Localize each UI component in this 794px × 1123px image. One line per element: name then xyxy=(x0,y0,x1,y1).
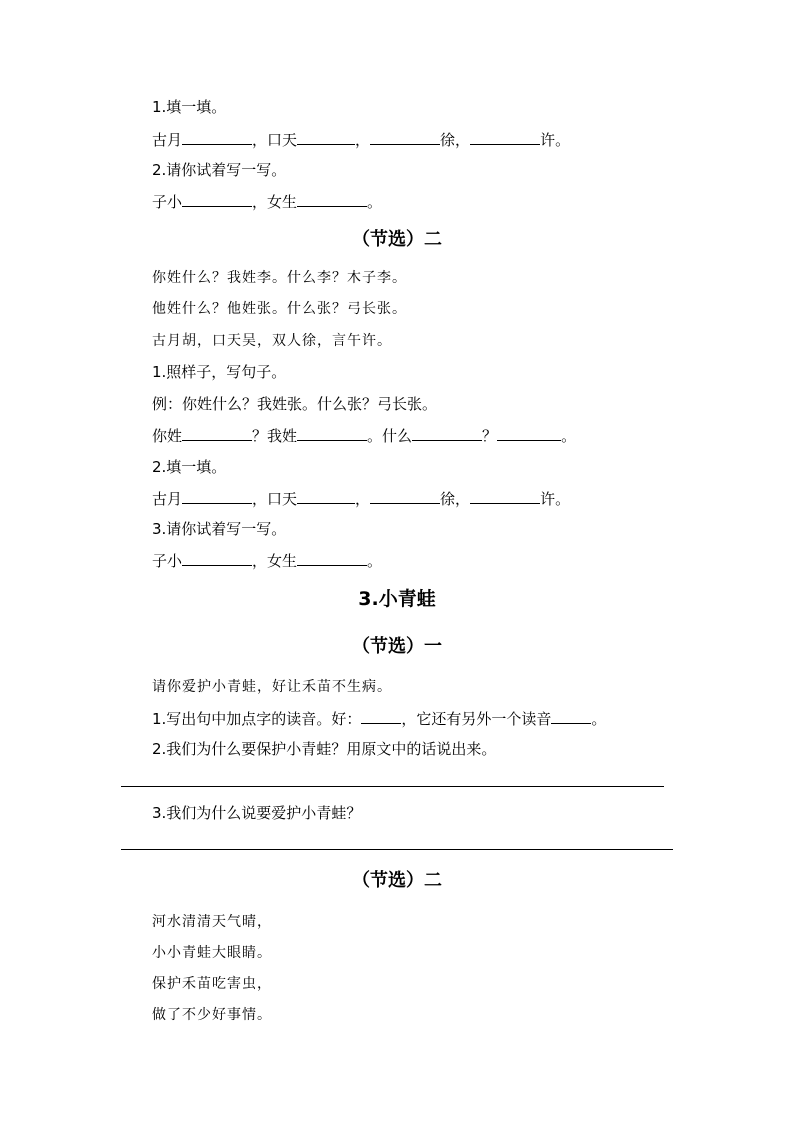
poem-line: 做了不少好事情。 xyxy=(152,1007,272,1023)
answer-blank[interactable] xyxy=(297,425,367,441)
answer-blank[interactable] xyxy=(412,425,482,441)
question-write: 2.请你试着写一写。 xyxy=(152,161,287,179)
answer-blank[interactable] xyxy=(470,129,540,145)
question-fill-in: 1.填一填。 xyxy=(152,98,227,116)
passage-line: 他姓什么？他姓张。什么张？弓长张。 xyxy=(152,301,407,317)
answer-line[interactable] xyxy=(121,849,673,850)
answer-blank[interactable] xyxy=(297,129,355,145)
section-heading: （节选）二 xyxy=(352,870,442,891)
answer-blank[interactable] xyxy=(370,129,440,145)
answer-blank[interactable] xyxy=(370,488,440,504)
example-sentence: 例：你姓什么？我姓张。什么张？弓长张。 xyxy=(152,395,438,413)
question-why-care: 3.我们为什么说要爱护小青蛙？ xyxy=(152,804,362,822)
passage-line: 请你爱护小青蛙，好让禾苗不生病。 xyxy=(152,679,392,695)
passage-line: 古月胡，口天吴，双人徐，言午许。 xyxy=(152,333,392,349)
answer-line[interactable] xyxy=(121,786,664,787)
answer-blank[interactable] xyxy=(182,129,252,145)
question-fill-in: 2.填一填。 xyxy=(152,458,227,476)
write-blank-line: 子小 ，女生 。 xyxy=(152,552,383,570)
fill-blank-line: 古月 ，口天 ， 徐， 许。 xyxy=(152,131,571,149)
answer-blank[interactable] xyxy=(497,425,561,441)
answer-blank[interactable] xyxy=(470,488,540,504)
answer-blank[interactable] xyxy=(182,550,252,566)
answer-blank[interactable] xyxy=(182,488,252,504)
poem-line: 保护禾苗吃害虫， xyxy=(152,976,272,992)
section-heading: （节选）二 xyxy=(352,229,442,250)
question-why-protect: 2.我们为什么要保护小青蛙？用原文中的话说出来。 xyxy=(152,740,497,758)
answer-blank[interactable] xyxy=(182,425,252,441)
answer-blank[interactable] xyxy=(297,488,355,504)
fill-blank-line: 古月 ，口天 ， 徐， 许。 xyxy=(152,490,571,508)
answer-blank[interactable] xyxy=(182,191,252,207)
write-blank-line: 子小 ，女生 。 xyxy=(152,193,383,211)
answer-blank[interactable] xyxy=(361,708,401,724)
pattern-blank-line: 你姓 ？我姓 。什么 ？ 。 xyxy=(152,427,577,445)
answer-blank[interactable] xyxy=(297,191,367,207)
poem-line: 小小青蛙大眼睛。 xyxy=(152,945,272,961)
question-write: 3.请你试着写一写。 xyxy=(152,520,287,538)
answer-blank[interactable] xyxy=(551,708,591,724)
question-pronunciation: 1.写出句中加点字的读音。好： ，它还有另外一个读音 。 xyxy=(152,710,607,728)
lesson-title: 3.小青蛙 xyxy=(358,588,436,610)
answer-blank[interactable] xyxy=(297,550,367,566)
poem-line: 河水清清天气晴， xyxy=(152,914,272,930)
section-heading: （节选）一 xyxy=(352,636,442,657)
passage-line: 你姓什么？我姓李。什么李？木子李。 xyxy=(152,270,407,286)
question-imitate: 1.照样子，写句子。 xyxy=(152,363,287,381)
